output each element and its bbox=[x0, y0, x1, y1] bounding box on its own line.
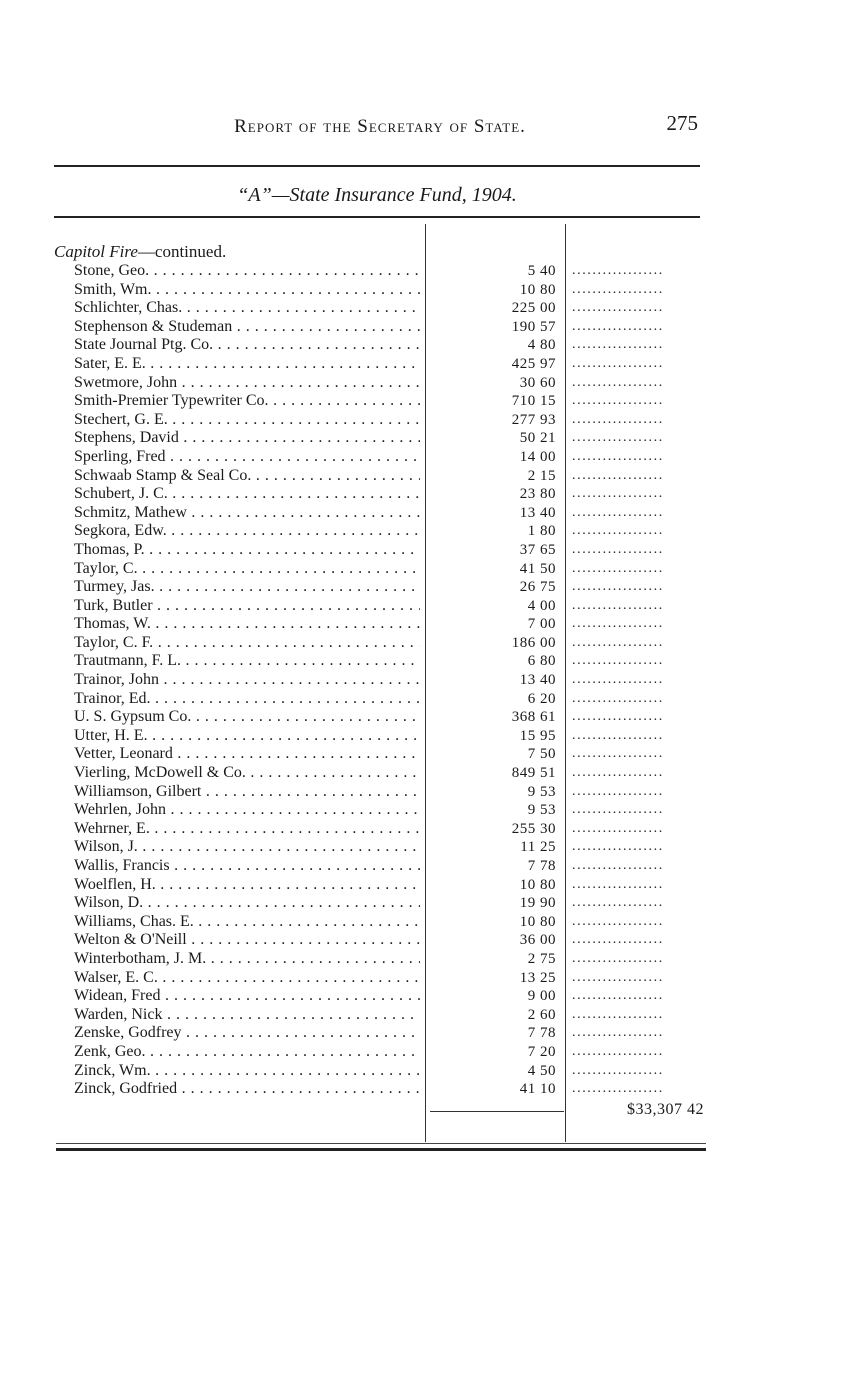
dot-leader: .................. bbox=[572, 541, 664, 557]
dot-leader: .................. bbox=[572, 597, 664, 613]
dot-leader: .................. bbox=[572, 448, 664, 464]
dot-leader: .................. bbox=[572, 802, 664, 818]
table-row bbox=[0, 783, 844, 802]
entry-amount: 1 80 bbox=[527, 523, 556, 540]
entry-amount: 9 53 bbox=[527, 802, 556, 819]
entry-name: State Journal Ptg. Co. . . . bbox=[74, 336, 420, 355]
entry-name: Taylor, C. F. . . . bbox=[74, 634, 420, 653]
dot-leader: .................. bbox=[572, 988, 664, 1004]
entry-amount: 186 00 bbox=[511, 634, 556, 651]
entry-amount: 26 75 bbox=[519, 579, 556, 596]
bottom-rule-thick bbox=[56, 1148, 706, 1151]
dot-leader: .................. bbox=[572, 393, 664, 409]
sum-rule bbox=[430, 1111, 564, 1112]
entry-name: Schwaab Stamp & Seal Co. . . . bbox=[74, 467, 420, 486]
table-row bbox=[0, 429, 844, 448]
dot-leader: .................. bbox=[572, 504, 664, 520]
entry-name: Vierling, McDowell & Co. . . . bbox=[74, 764, 420, 783]
table-row bbox=[0, 392, 844, 411]
entry-amount: 13 40 bbox=[519, 504, 556, 521]
dot-leader: .................. bbox=[572, 616, 664, 632]
table-row bbox=[0, 634, 844, 653]
dot-leader: .................. bbox=[572, 560, 664, 576]
table-row bbox=[0, 411, 844, 430]
table-row bbox=[0, 597, 844, 616]
dot-leader: .................. bbox=[572, 634, 664, 650]
entry-name: Zinck, Wm. . . . bbox=[74, 1062, 420, 1081]
dot-leader: .................. bbox=[572, 374, 664, 390]
entry-amount: 4 00 bbox=[527, 597, 556, 614]
entry-amount: 255 30 bbox=[511, 820, 556, 837]
table-row bbox=[0, 969, 844, 988]
dot-leader: .................. bbox=[572, 950, 664, 966]
table-row bbox=[0, 374, 844, 393]
table-row bbox=[0, 727, 844, 746]
entry-name: Turk, Butler . . . bbox=[74, 597, 420, 616]
entry-amount: 6 20 bbox=[527, 690, 556, 707]
entry-amount: 10 80 bbox=[519, 281, 556, 298]
dot-leader: .................. bbox=[572, 876, 664, 892]
dot-leader: .................. bbox=[572, 263, 664, 278]
entry-amount: 10 80 bbox=[519, 876, 556, 893]
page-number: 275 bbox=[666, 111, 698, 135]
table-row bbox=[0, 838, 844, 857]
entry-amount: 37 65 bbox=[519, 541, 556, 558]
entry-name: Winterbotham, J. M. . . . bbox=[74, 950, 420, 969]
entry-amount: 50 21 bbox=[519, 430, 556, 447]
dot-leader: .................. bbox=[572, 523, 664, 539]
entry-amount: 277 93 bbox=[511, 411, 556, 428]
entry-name: Wallis, Francis . . . bbox=[74, 857, 420, 876]
entry-name: Segkora, Edw. . . . bbox=[74, 522, 420, 541]
entry-name: Turmey, Jas. . . . bbox=[74, 578, 420, 597]
dot-leader: .................. bbox=[572, 579, 664, 595]
entry-amount: 11 25 bbox=[520, 839, 556, 856]
entry-amount: 15 95 bbox=[519, 727, 556, 744]
grand-total: $33,307 42 bbox=[627, 1101, 704, 1118]
entry-amount: 6 80 bbox=[527, 653, 556, 670]
entry-name: Zenske, Godfrey . . . bbox=[74, 1024, 420, 1043]
dot-leader: .................. bbox=[572, 765, 664, 781]
entry-amount: 190 57 bbox=[511, 318, 556, 335]
dot-leader: .................. bbox=[572, 690, 664, 706]
dot-leader: .................. bbox=[572, 281, 664, 297]
entry-amount: 425 97 bbox=[511, 355, 556, 372]
table-row bbox=[0, 652, 844, 671]
entry-name: Widean, Fred . . . bbox=[74, 987, 420, 1006]
entry-name: Sater, E. E. . . . bbox=[74, 355, 420, 374]
entry-amount: 14 00 bbox=[519, 448, 556, 465]
page-header-title: Report of the Secretary of State. bbox=[234, 116, 526, 137]
table-row bbox=[0, 1043, 844, 1062]
table-row bbox=[0, 560, 844, 579]
entry-amount: 4 80 bbox=[527, 337, 556, 354]
entries-list bbox=[0, 262, 844, 1099]
entry-amount: 4 50 bbox=[527, 1062, 556, 1079]
dot-leader: .................. bbox=[572, 1062, 664, 1078]
entry-name: Williamson, Gilbert . . . bbox=[74, 783, 420, 802]
table-row bbox=[0, 615, 844, 634]
entry-amount: 23 80 bbox=[519, 486, 556, 503]
entry-name: Zinck, Godfried . . . bbox=[74, 1080, 420, 1099]
entry-amount: 710 15 bbox=[511, 393, 556, 410]
entry-amount: 7 00 bbox=[527, 616, 556, 633]
table-row bbox=[0, 801, 844, 820]
dot-leader: .................. bbox=[572, 820, 664, 836]
table-row bbox=[0, 913, 844, 932]
entry-amount: 36 00 bbox=[519, 932, 556, 949]
entry-name: Welton & O'Neill . . . bbox=[74, 931, 420, 950]
entry-name: U. S. Gypsum Co. . . . bbox=[74, 708, 420, 727]
entry-amount: 7 20 bbox=[527, 1043, 556, 1060]
bottom-rule-thin bbox=[56, 1143, 706, 1144]
table-row bbox=[0, 820, 844, 839]
entry-amount: 7 78 bbox=[527, 1025, 556, 1042]
entry-amount: 5 40 bbox=[527, 263, 556, 279]
entry-name: Thomas, P. . . . bbox=[74, 541, 420, 560]
entry-amount: 7 50 bbox=[527, 746, 556, 763]
entry-name: Schlichter, Chas. . . . bbox=[74, 299, 420, 318]
dot-leader: .................. bbox=[572, 1043, 664, 1059]
table-row bbox=[0, 504, 844, 523]
entry-amount: 13 40 bbox=[519, 672, 556, 689]
table-row bbox=[0, 318, 844, 337]
dot-leader: .................. bbox=[572, 783, 664, 799]
entry-amount: 30 60 bbox=[519, 374, 556, 391]
entry-amount: 2 60 bbox=[527, 1006, 556, 1023]
dot-leader: .................. bbox=[572, 653, 664, 669]
fund-title: “A”—State Insurance Fund, 1904. bbox=[237, 184, 517, 206]
table-row bbox=[0, 950, 844, 969]
entry-name: Sperling, Fred . . . bbox=[74, 448, 420, 467]
table-row bbox=[0, 299, 844, 318]
dot-leader: .................. bbox=[572, 932, 664, 948]
table-row bbox=[0, 745, 844, 764]
table-row bbox=[0, 876, 844, 895]
section-suffix: —continued. bbox=[137, 242, 227, 261]
entry-name: Trainor, John . . . bbox=[74, 671, 420, 690]
dot-leader: .................. bbox=[572, 895, 664, 911]
entry-name: Vetter, Leonard . . . bbox=[74, 745, 420, 764]
entry-name: Walser, E. C. . . . bbox=[74, 969, 420, 988]
table-row bbox=[0, 764, 844, 783]
entry-amount: 9 53 bbox=[527, 783, 556, 800]
table-row bbox=[0, 578, 844, 597]
dot-leader: .................. bbox=[572, 355, 664, 371]
entry-name: Wilson, J. . . . bbox=[74, 838, 420, 857]
table-row bbox=[0, 541, 844, 560]
table-row bbox=[0, 281, 844, 300]
dot-leader: .................. bbox=[572, 709, 664, 725]
entry-name: Schmitz, Mathew . . . bbox=[74, 504, 420, 523]
entry-amount: 13 25 bbox=[519, 969, 556, 986]
table-row bbox=[0, 931, 844, 950]
dot-leader: .................. bbox=[572, 1006, 664, 1022]
entry-amount: 41 10 bbox=[519, 1081, 556, 1098]
entry-amount: 849 51 bbox=[511, 765, 556, 782]
dot-leader: .................. bbox=[572, 430, 664, 446]
dot-leader: .................. bbox=[572, 411, 664, 427]
table-row bbox=[0, 894, 844, 913]
entry-amount: 368 61 bbox=[511, 709, 556, 726]
entry-amount: 7 78 bbox=[527, 858, 556, 874]
entry-name: Wilson, D. . . . bbox=[74, 894, 420, 913]
dot-leader: .................. bbox=[572, 318, 664, 334]
table-row bbox=[0, 485, 844, 504]
table-row bbox=[0, 1080, 844, 1099]
entry-name: Utter, H. E. . . . bbox=[74, 727, 420, 746]
entry-name: Smith-Premier Typewriter Co. . . . bbox=[74, 392, 420, 411]
dot-leader: .................. bbox=[572, 969, 664, 985]
dot-leader: .................. bbox=[572, 672, 664, 688]
entry-name: Stechert, G. E. . . . bbox=[74, 411, 420, 430]
entry-name: Warden, Nick . . . bbox=[74, 1006, 420, 1025]
entry-name: Stone, Geo. . . . bbox=[74, 262, 420, 281]
table-row bbox=[0, 1024, 844, 1043]
table-row bbox=[0, 448, 844, 467]
dot-leader: .................. bbox=[572, 746, 664, 762]
dot-leader: .................. bbox=[572, 727, 664, 743]
table-row bbox=[0, 708, 844, 727]
entry-name: Thomas, W. . . . bbox=[74, 615, 420, 634]
entry-name: Trainor, Ed. . . . bbox=[74, 690, 420, 709]
entry-name: Taylor, C. . . . bbox=[74, 560, 420, 579]
table-row bbox=[0, 467, 844, 486]
section-heading bbox=[54, 242, 226, 262]
table-row bbox=[0, 355, 844, 374]
entry-amount: 2 15 bbox=[527, 467, 556, 484]
table-row bbox=[0, 1062, 844, 1081]
dot-leader: .................. bbox=[572, 300, 664, 316]
entry-amount: 41 50 bbox=[519, 560, 556, 577]
entry-amount: 10 80 bbox=[519, 913, 556, 930]
top-rule bbox=[54, 165, 700, 167]
entry-amount: 9 00 bbox=[527, 988, 556, 1005]
entry-name: Wehrlen, John . . . bbox=[74, 801, 420, 820]
dot-leader: .................. bbox=[572, 913, 664, 929]
entry-name: Smith, Wm. . . . bbox=[74, 281, 420, 300]
dot-leader: .................. bbox=[572, 467, 664, 483]
table-row bbox=[0, 987, 844, 1006]
section-name: Capitol Fire bbox=[54, 242, 138, 261]
entry-name: Schubert, J. C. . . . bbox=[74, 485, 420, 504]
dot-leader: .................. bbox=[572, 858, 664, 873]
entry-amount: 2 75 bbox=[527, 950, 556, 967]
entry-name: Williams, Chas. E. . . . bbox=[74, 913, 420, 932]
dot-leader: .................. bbox=[572, 839, 664, 855]
table-row bbox=[0, 262, 844, 281]
table-row bbox=[0, 690, 844, 709]
table-row bbox=[0, 671, 844, 690]
entry-name: Swetmore, John . . . bbox=[74, 374, 420, 393]
dot-leader: .................. bbox=[572, 337, 664, 353]
table-row bbox=[0, 1006, 844, 1025]
dot-leader: .................. bbox=[572, 1025, 664, 1041]
entry-name: Stephenson & Studeman . . . bbox=[74, 318, 420, 337]
entry-name: Zenk, Geo. . . . bbox=[74, 1043, 420, 1062]
entry-name: Wehrner, E. . . . bbox=[74, 820, 420, 839]
table-row bbox=[0, 336, 844, 355]
dot-leader: .................. bbox=[572, 1081, 664, 1097]
entry-name: Woelflen, H. . . . bbox=[74, 876, 420, 895]
table-row bbox=[0, 522, 844, 541]
entry-amount: 225 00 bbox=[511, 300, 556, 317]
dot-leader: .................. bbox=[572, 486, 664, 502]
table-row bbox=[0, 857, 844, 876]
entry-name: Stephens, David . . . bbox=[74, 429, 420, 448]
entry-name: Trautmann, F. L. . . . bbox=[74, 652, 420, 671]
entry-amount: 19 90 bbox=[519, 895, 556, 912]
subtitle-rule bbox=[54, 216, 700, 218]
